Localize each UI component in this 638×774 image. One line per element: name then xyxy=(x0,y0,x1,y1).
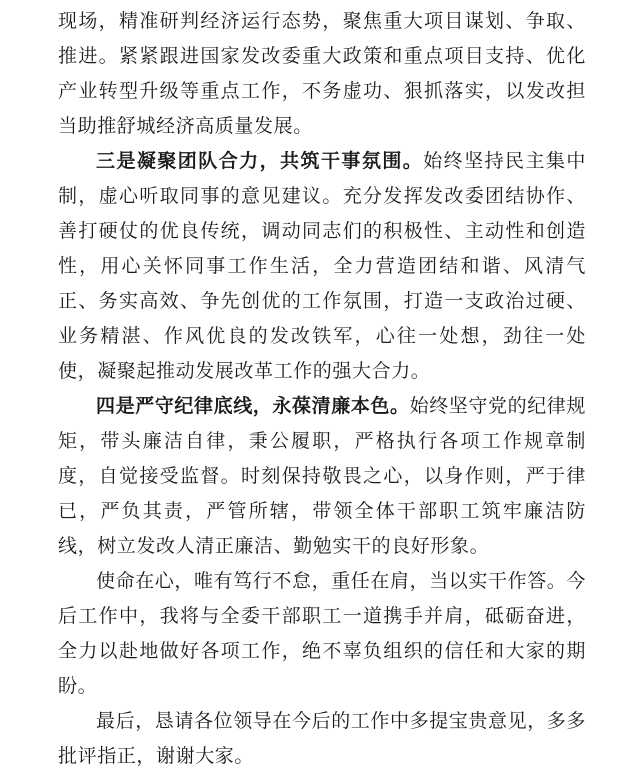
paragraph-2-text: 始终坚持民主集中制，虚心听取同事的意见建议。充分发挥发改委团结协作、善打硬仗的优良传统，调动同志们的积极性、主动性和创造性，用心关怀同事工作生活，全力营造团结和谐、风清气正、务实高效、争先创优的工作氛围，打造一支政治过硬、业务精湛、作风优良的发改铁军，心往一处想，劲往一处使，凝聚起推动发展改革工作的强大合力。 xyxy=(58,150,586,382)
paragraph-4 xyxy=(58,564,586,704)
paragraph-5-text: 最后，恳请各位领导在今后的工作中多提宝贵意见，多多批评指正，谢谢大家。 xyxy=(58,710,587,767)
paragraph-2-heading: 三是凝聚团队合力，共筑干事氛围。 xyxy=(96,150,424,172)
paragraph-1-text: 现场，精准研判经济运行态势，聚焦重大项目谋划、争取、推进。紧紧跟进国家发改委重大政策和重点项目支持、优化产业转型升级等重点工作，不务虚功、狠抓落实，以发改担当助推舒城经济高质量发展。 xyxy=(58,10,586,137)
paragraph-3-text: 始终坚守党的纪律规矩，带头廉洁自律，秉公履职，严格执行各项工作规章制度，自觉接受监督。时刻保持敬畏之心，以身作则，严于律已，严负其责，严管所辖，带领全体干部职工筑牢廉洁防线，树立发改人清正廉洁、勤勉实干的良好形象。 xyxy=(58,395,587,557)
paragraph-3-heading: 四是严守纪律底线，永葆清廉本色。 xyxy=(96,395,410,417)
paragraph-1 xyxy=(58,4,586,144)
paragraph-2 xyxy=(58,144,586,389)
paragraph-5 xyxy=(58,704,586,774)
paragraph-4-text: 使命在心，唯有笃行不怠，重任在肩，当以实干作答。今后工作中，我将与全委干部职工一道携手并肩，砥砺奋进，全力以赴地做好各项工作，绝不辜负组织的信任和大家的期盼。 xyxy=(58,570,587,697)
paragraph-3 xyxy=(58,389,586,564)
document-page xyxy=(58,4,586,774)
